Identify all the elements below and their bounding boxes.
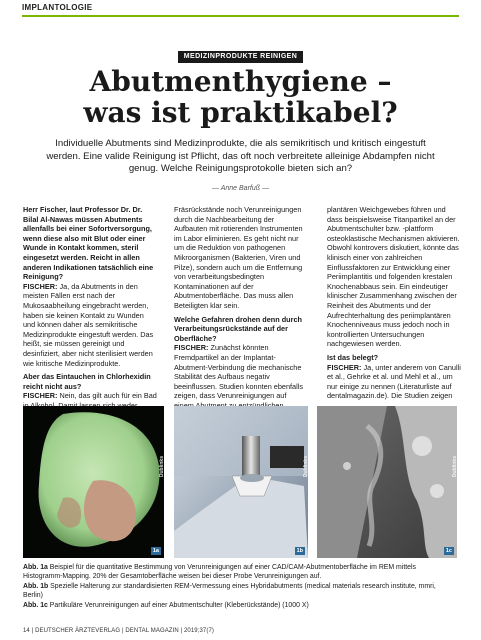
article-lead: Individuelle Abutments sind Medizinprodukte, die als semikritisch und kritisch eingestuft werden. Eine valide Reinigung ist Pflicht, das oft noch verbreitete alleinige Abdampfen nicht genug. Welche Reinigungsprotokolle bieten sich an? <box>46 138 435 174</box>
header-rule <box>22 15 459 17</box>
article-title <box>20 66 461 128</box>
text-column-1 <box>23 205 157 414</box>
question: Welche Gefahren drohen denn durch Verarbeitungsrückstände auf der Oberfläche? <box>174 314 302 343</box>
caption-label: Abb. 1b <box>23 583 49 591</box>
caption-1a <box>23 563 457 581</box>
figure-tag: 1a <box>152 548 159 554</box>
figure-captions <box>23 563 457 611</box>
caption-text: Partikuläre Verunreinigungen auf einer Abutmentschulter (Kleberückstände) (1000 X) <box>47 602 309 610</box>
caption-text: Spezielle Halterung zur standardisierten REM-Vermessung eines Hybridabutments (medical materials research institute, mmri, Berlin) <box>23 583 436 600</box>
answer <box>327 363 461 401</box>
caption-label: Abb. 1c <box>23 602 48 610</box>
image-watermark: Dublinks <box>159 456 165 478</box>
figure-tag: 1b <box>296 548 303 554</box>
question: Ist das belegt? <box>327 352 379 362</box>
text-column-3 <box>327 205 461 405</box>
title-line-1: Abutmenthygiene – <box>89 65 392 98</box>
figure-1c <box>317 406 457 558</box>
image-watermark: Dublinks <box>303 456 309 478</box>
abutment-holder-image <box>174 406 308 558</box>
answer-text: Ja, da Abutments in den meisten Fällen erst nach der Mukosaabheilung eingebracht werden, haben sie keinen Kontakt zu Wunden und können daher als semikritische Medizinprodukte eingestuft werden. Das heißt, sie müssen gereinigt und desinfiziert, aber nicht sterilisiert werden wie kritische Medizinprodukte. <box>23 281 154 368</box>
caption-1c <box>23 601 457 610</box>
question: Aber das Eintauchen in Chlorhexidin reicht nicht aus? <box>23 372 151 391</box>
figure-tag: 1c <box>445 548 452 554</box>
caption-1b <box>23 582 457 600</box>
speaker: FISCHER: <box>174 343 209 353</box>
title-line-2: was ist praktikabel? <box>83 96 398 129</box>
question: Herr Fischer, laut Professor Dr. Dr. Bilal Al-Nawas müssen Abutments allenfalls bei einer Sofortversorgung, wenn diese also mit Blut oder einer Wunde in Kontakt kommen, steril eingesetzt werden. Reicht in allen anderen Indikationen tatsächlich eine Reinigung? <box>23 205 154 282</box>
paragraph: Fräsrückstände noch Verunreinigungen durch die Nachbearbeitung der Aufbauten mit rotierenden Instrumenten im Labor eliminieren. Es geht nicht nur um die Reduktion von pathogenen Mikroorganismen (Bakterien, Viren und Pilze), sondern auch um die Entfernung von verarbeitungsbedingten Kontaminationen auf der Abutmentoberfläche. Das muss allen Beteiligten klar sein. <box>174 205 303 310</box>
caption-label: Abb. 1a <box>23 564 48 571</box>
image-watermark: Dublinks <box>452 456 458 478</box>
sem-mapping-image <box>23 406 164 558</box>
author-byline: — Anne Barfuß — <box>212 185 269 192</box>
speaker: FISCHER: <box>23 391 58 401</box>
caption-text: Beispiel für die quantitative Bestimmung von Verunreinigungen auf einer CAD/CAM-Abutmentoberfläche im REM mittels Histogramm-Mapping. 20% der Gesamtoberfläche weisen bei dieser Probe Verunreinigungen auf. <box>23 564 416 581</box>
answer-text: Nein, das gilt auch für ein Bad <box>59 391 157 401</box>
speaker: FISCHER: <box>327 362 362 372</box>
figure-1a <box>23 406 164 558</box>
figure-1b <box>174 406 308 558</box>
text-column-2 <box>174 205 308 424</box>
speaker: FISCHER: <box>23 281 58 291</box>
page-header <box>0 0 481 17</box>
answer-text: Zunächst könnten Fremdpartikel an der Implantat-Abutment-Verbindung die mechanische Stabilität des Aufbaus negativ beeinflussen. Studien konnten ebenfalls zeigen, dass Verunreinigungen auf <box>174 343 304 401</box>
answer-text: Ja, unter anderem von Canulli et al., Gehrke et al. und Mehl et al., um nur einige zu nennen (Literaturliste auf dentalmagazin.de). Die Studien zeigen <box>327 362 461 401</box>
paragraph: plantären Weichgewebes führen und dass beispielsweise Titanpartikel an der Abutmentschulter bzw. -plattform osteoklastische Mechanismen aktivieren. Obwohl kontrovers diskutiert, könnte das klinisch einer von zahlreichen Einflussfaktoren zur Entwicklung einer Periimplantitis und folgenden krestalen Knochenabbaus sein. Ein eindeutiger klinischer Zusammenhang zwischen der Reinheit des Abutments und der Aufrechterhaltung des periimplantären Knochenniveaus muss jedoch noch in kontrollierten Untersuchungen nachgewiesen werden. <box>327 205 460 349</box>
particle-sem-image <box>317 406 457 558</box>
page-footer: 14 | DEUTSCHER ÄRZTEVERLAG | DENTAL MAGAZIN | 2019;37(7) <box>23 628 214 634</box>
topic-badge: MEDIZINPRODUKTE REINIGEN <box>178 51 303 63</box>
section-label: IMPLANTOLOGIE <box>22 3 93 12</box>
answer <box>23 282 157 368</box>
